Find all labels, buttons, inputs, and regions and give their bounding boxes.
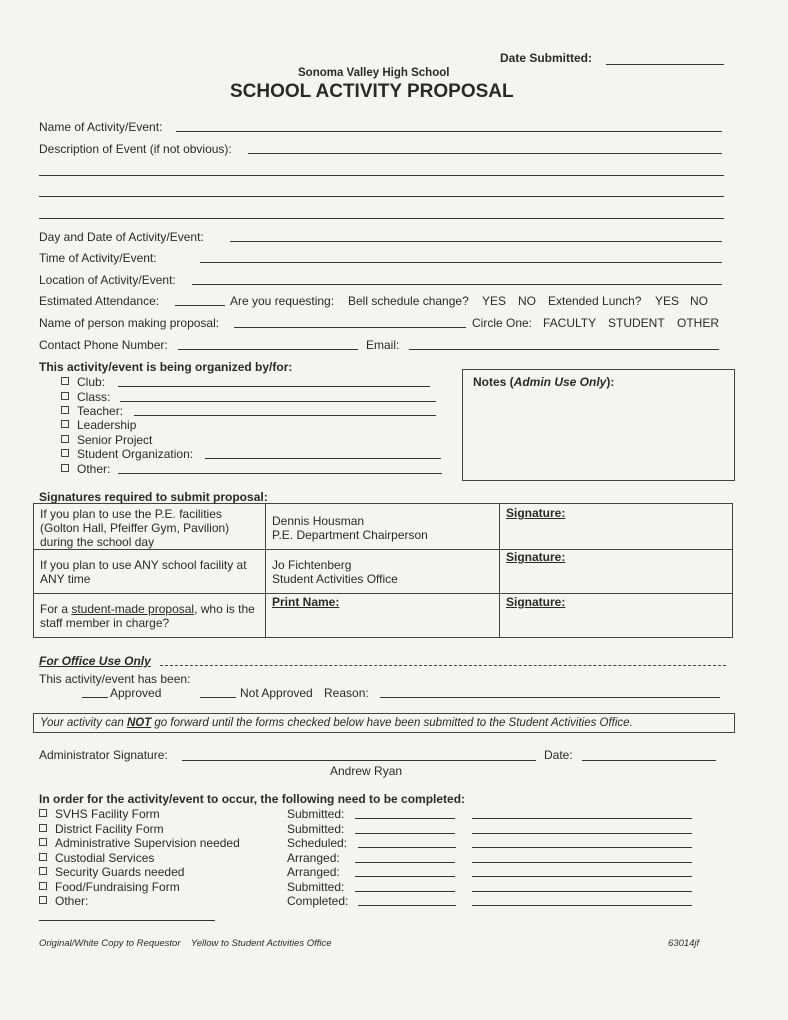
requirement-status-field[interactable]: [355, 876, 455, 877]
are-you-requesting-label: Are you requesting:: [230, 294, 335, 308]
lunch-yes-option[interactable]: YES: [655, 294, 680, 308]
requirement-item[interactable]: Other:: [39, 894, 88, 908]
requirement-notes-field[interactable]: [472, 876, 692, 877]
requirement-notes-field[interactable]: [472, 905, 692, 906]
option-teacher[interactable]: Teacher:: [61, 404, 123, 418]
requirement-item[interactable]: District Facility Form: [39, 822, 164, 836]
pe-facilities-condition: If you plan to use the P.E. facilities (Golton Hall, Pfeiffer Gym, Pavilion) during the school day: [40, 507, 230, 549]
checkbox-icon[interactable]: [39, 867, 47, 875]
description-field[interactable]: [248, 153, 722, 154]
description-line-4[interactable]: [39, 218, 724, 219]
admin-signature-field[interactable]: [182, 760, 536, 761]
form-code: 63014jf: [668, 938, 700, 949]
lunch-no-option[interactable]: NO: [690, 294, 708, 308]
requirement-item[interactable]: Food/Fundraising Form: [39, 880, 180, 894]
checkbox-icon[interactable]: [61, 420, 69, 428]
checkbox-icon[interactable]: [39, 809, 47, 817]
activities-title: Student Activities Office: [272, 572, 398, 586]
form-title: SCHOOL ACTIVITY PROPOSAL: [230, 81, 514, 102]
description-line-2[interactable]: [39, 175, 724, 176]
requirement-item[interactable]: Security Guards needed: [39, 865, 184, 879]
location-label: Location of Activity/Event:: [39, 273, 176, 287]
option-class[interactable]: Class:: [61, 390, 110, 404]
date-submitted-field[interactable]: [606, 64, 724, 65]
any-facility-condition: If you plan to use ANY school facility at ANY time: [40, 558, 247, 586]
name-of-activity-label: Name of Activity/Event:: [39, 120, 163, 134]
staff-in-charge-condition: For a student-made proposal, who is the staff member in charge?: [40, 602, 255, 630]
requirement-status: Submitted:: [287, 807, 345, 821]
option-leadership[interactable]: Leadership: [61, 418, 136, 432]
approved-label: Approved: [110, 686, 162, 700]
day-date-label: Day and Date of Activity/Event:: [39, 230, 204, 244]
signatures-table: [33, 503, 733, 638]
requirement-notes-field[interactable]: [472, 891, 692, 892]
pe-signature-field[interactable]: Signature:: [506, 506, 566, 520]
office-use-divider: [160, 665, 726, 666]
student-option[interactable]: STUDENT: [608, 316, 665, 330]
email-field[interactable]: [409, 349, 719, 350]
reason-field[interactable]: [380, 697, 720, 698]
time-field[interactable]: [200, 262, 722, 263]
requirement-notes-field[interactable]: [472, 833, 692, 834]
office-use-heading: For Office Use Only: [39, 654, 151, 668]
checkbox-icon[interactable]: [61, 449, 69, 457]
copies-note: Original/White Copy to Requestor Yellow to Student Activities Office: [39, 938, 332, 949]
bell-yes-option[interactable]: YES: [482, 294, 507, 308]
contact-phone-label: Contact Phone Number:: [39, 338, 168, 352]
requirements-heading: In order for the activity/event to occur, the following need to be completed:: [39, 792, 466, 806]
club-field[interactable]: [118, 386, 430, 387]
signatures-heading: Signatures required to submit proposal:: [39, 490, 268, 504]
circle-one-label: Circle One:: [472, 316, 533, 330]
extended-lunch-label: Extended Lunch?: [548, 294, 642, 308]
name-of-activity-field[interactable]: [176, 131, 722, 132]
bell-no-option[interactable]: NO: [518, 294, 536, 308]
option-student-organization[interactable]: Student Organization:: [61, 447, 193, 461]
staff-signature-field[interactable]: Signature:: [506, 595, 566, 609]
estimated-attendance-label: Estimated Attendance:: [39, 294, 160, 308]
checkbox-icon[interactable]: [39, 853, 47, 861]
checkbox-icon[interactable]: [61, 377, 69, 385]
student-organization-field[interactable]: [205, 458, 441, 459]
requirement-status-field[interactable]: [355, 818, 455, 819]
estimated-attendance-field[interactable]: [175, 305, 225, 306]
requirement-status: Submitted:: [287, 822, 345, 836]
checkbox-icon[interactable]: [39, 838, 47, 846]
admin-name: Andrew Ryan: [330, 764, 403, 778]
requirement-status: Arranged:: [287, 865, 340, 879]
checkbox-icon[interactable]: [39, 882, 47, 890]
school-name: Sonoma Valley High School: [298, 67, 450, 79]
requirement-status: Arranged:: [287, 851, 340, 865]
status-label: This activity/event has been:: [39, 672, 191, 686]
admin-date-label: Date:: [544, 748, 573, 762]
requirement-status-field[interactable]: [358, 847, 456, 848]
admin-signature-label: Administrator Signature:: [39, 748, 168, 762]
teacher-field[interactable]: [134, 415, 436, 416]
checkbox-icon[interactable]: [39, 824, 47, 832]
approved-blank[interactable]: [82, 697, 108, 698]
requirement-status: Completed:: [287, 894, 349, 908]
pe-chair-name: Dennis Housman: [272, 514, 365, 528]
not-approved-blank[interactable]: [200, 697, 236, 698]
requirement-item[interactable]: SVHS Facility Form: [39, 807, 160, 821]
requirement-status-field[interactable]: [355, 833, 455, 834]
requirement-notes-field[interactable]: [472, 818, 692, 819]
time-label: Time of Activity/Event:: [39, 251, 157, 265]
notice-text: Your activity can NOT go forward until the forms checked below have been submitted to the Student Activities Office.: [40, 717, 633, 729]
not-approved-label: Not Approved: [240, 686, 313, 700]
requirement-status-field[interactable]: [355, 862, 455, 863]
person-making-proposal-field[interactable]: [234, 327, 466, 328]
admin-date-field[interactable]: [582, 760, 716, 761]
requirement-status-field[interactable]: [358, 905, 456, 906]
notice-box: [33, 713, 735, 733]
contact-phone-field[interactable]: [178, 349, 358, 350]
requirement-item[interactable]: Custodial Services: [39, 851, 154, 865]
activities-signature-field[interactable]: Signature:: [506, 550, 566, 564]
requirement-notes-field[interactable]: [472, 847, 692, 848]
print-name-field[interactable]: Print Name:: [272, 595, 340, 609]
notes-label: Notes (Admin Use Only):: [473, 375, 615, 389]
location-field[interactable]: [192, 284, 722, 285]
requirement-status-field[interactable]: [355, 891, 455, 892]
organized-by-heading: This activity/event is being organized by/for:: [39, 360, 293, 374]
bell-schedule-label: Bell schedule change?: [348, 294, 469, 308]
class-field[interactable]: [120, 401, 436, 402]
checkbox-icon[interactable]: [61, 435, 69, 443]
notes-box[interactable]: [462, 369, 735, 481]
checkbox-icon[interactable]: [61, 392, 69, 400]
requirement-item[interactable]: Administrative Supervision needed: [39, 836, 240, 850]
description-label: Description of Event (if not obvious):: [39, 142, 232, 156]
description-line-3[interactable]: [39, 196, 724, 197]
option-senior-project[interactable]: Senior Project: [61, 433, 152, 447]
option-other[interactable]: Other:: [61, 462, 110, 476]
other-requirement-field[interactable]: [39, 920, 215, 921]
checkbox-icon[interactable]: [61, 406, 69, 414]
other-option[interactable]: OTHER: [677, 316, 719, 330]
reason-label: Reason:: [324, 686, 369, 700]
requirement-status: Submitted:: [287, 880, 345, 894]
email-label: Email:: [366, 338, 400, 352]
other-field[interactable]: [118, 473, 442, 474]
requirement-status: Scheduled:: [287, 836, 348, 850]
checkbox-icon[interactable]: [39, 896, 47, 904]
person-making-proposal-label: Name of person making proposal:: [39, 316, 220, 330]
option-club[interactable]: Club:: [61, 375, 105, 389]
checkbox-icon[interactable]: [61, 464, 69, 472]
requirement-notes-field[interactable]: [472, 862, 692, 863]
pe-chair-title: P.E. Department Chairperson: [272, 528, 428, 542]
day-date-field[interactable]: [230, 241, 722, 242]
activities-name: Jo Fichtenberg: [272, 558, 352, 572]
faculty-option[interactable]: FACULTY: [543, 316, 597, 330]
date-submitted-label: Date Submitted:: [500, 51, 593, 65]
